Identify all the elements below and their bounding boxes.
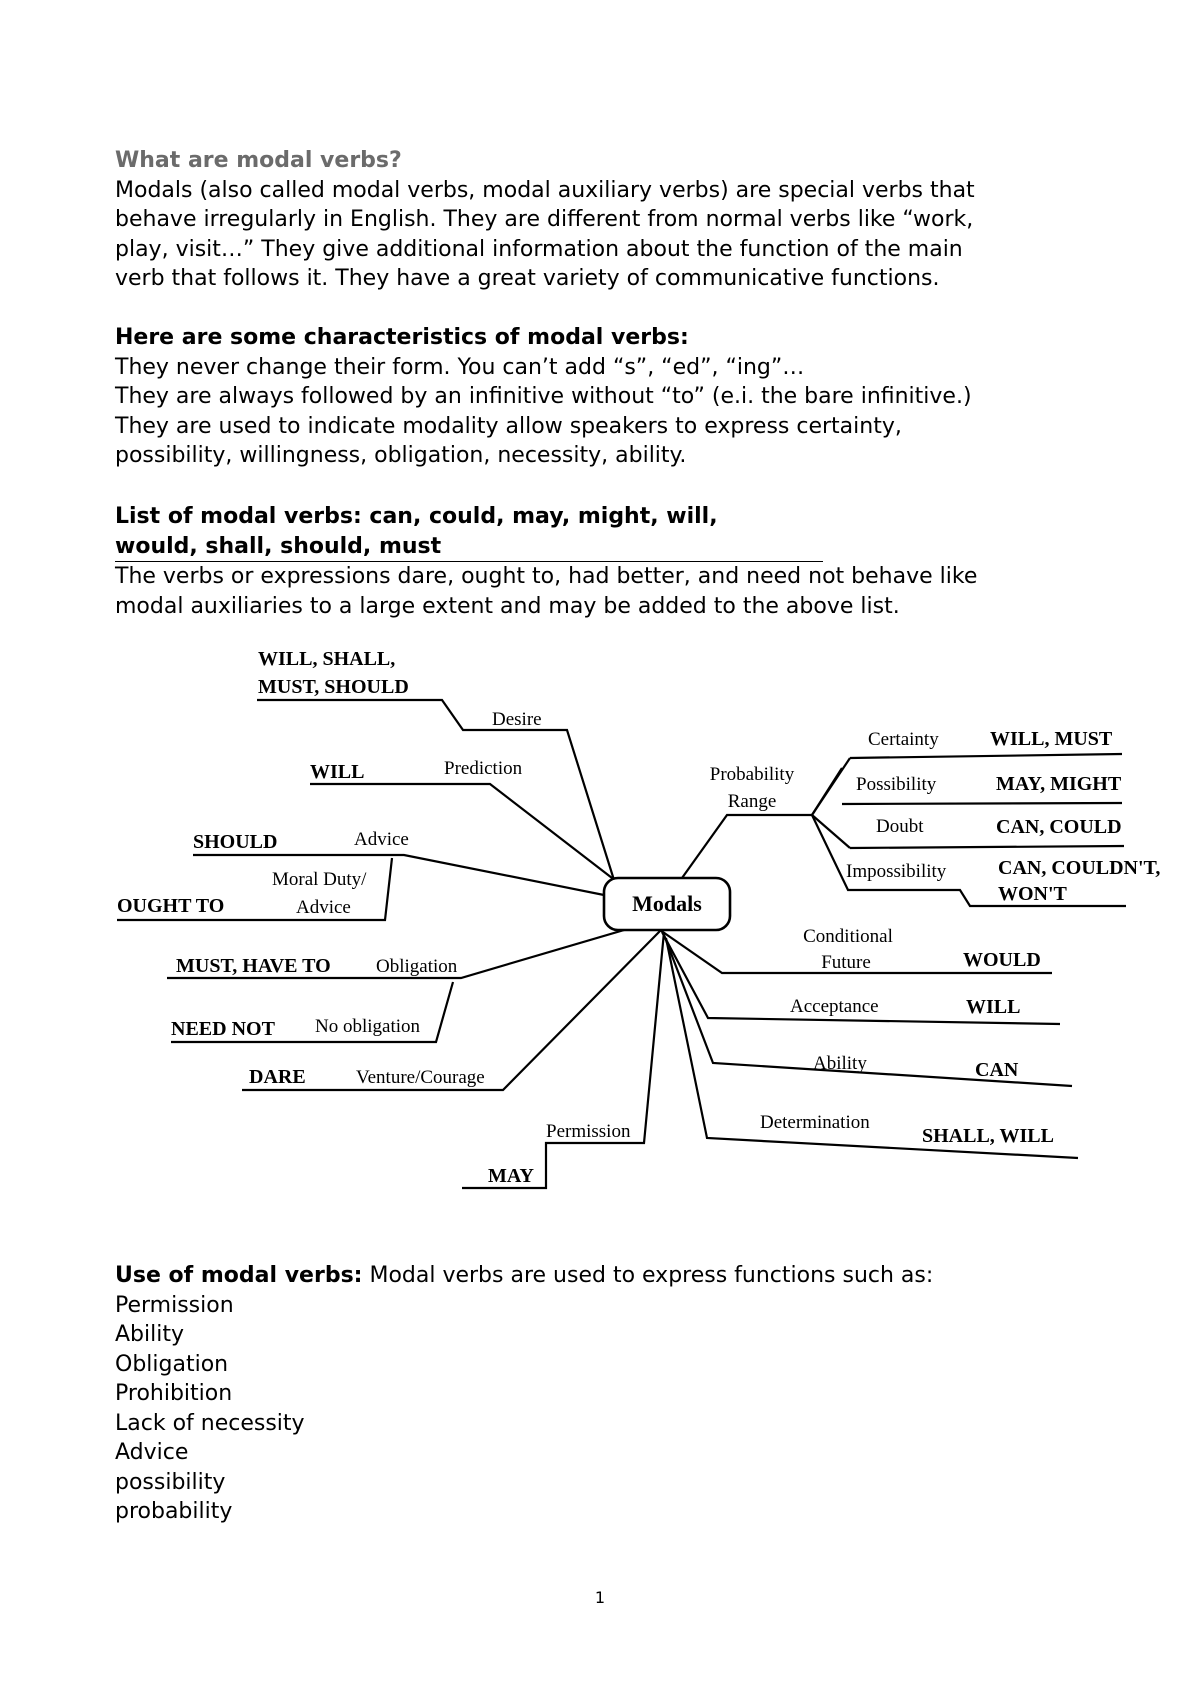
possibility-verbs: MAY, MIGHT <box>996 773 1122 795</box>
obligation-label: Obligation <box>376 956 458 977</box>
intro-line: behave irregularly in English. They are different from normal verbs like “work, <box>115 207 974 232</box>
probability-label-line2: Range <box>727 791 777 812</box>
desire-verbs-line1: WILL, SHALL, <box>258 648 396 670</box>
intro-line: Modals (also called modal verbs, modal auxiliary verbs) are special verbs that <box>115 177 975 203</box>
uses-list-item: probability <box>115 1499 233 1524</box>
characteristics-heading: Here are some characteristics of modal verbs: <box>115 325 689 350</box>
probability-branch-line <box>677 815 812 885</box>
moral-duty-label-line2: Advice <box>296 897 351 918</box>
acceptance-verbs: WILL <box>966 996 1021 1018</box>
intro-line: play, visit…” They give additional information about the function of the main <box>115 236 963 262</box>
uses-section <box>115 1261 1115 1527</box>
uses-list-item: Ability <box>115 1322 184 1347</box>
determination-label: Determination <box>760 1112 870 1133</box>
modal-list-line: modal auxiliaries to a large extent and may be added to the above list. <box>115 593 900 619</box>
uses-list-item: possibility <box>115 1469 226 1495</box>
modals-center-label: Modals <box>632 891 702 916</box>
modal-list-line: The verbs or expressions dare, ought to, had better, and need not behave like <box>115 564 978 589</box>
determination-verbs: SHALL, WILL <box>922 1125 1054 1147</box>
conditional-verbs: WOULD <box>963 949 1041 971</box>
certainty-underline <box>850 754 1122 758</box>
doubt-label: Doubt <box>876 816 924 837</box>
conditional-label-line1: Conditional <box>803 926 893 947</box>
uses-intro: Modal verbs are used to express functions such as: <box>362 1263 934 1288</box>
connector-lines <box>117 700 1126 1188</box>
acceptance-label: Acceptance <box>790 996 879 1017</box>
advice-branch-line <box>193 855 604 895</box>
doubt-line <box>812 815 850 848</box>
impossibility-verbs-line1: CAN, COULDN'T, <box>998 857 1161 879</box>
impossibility-verbs-line2: WON'T <box>998 883 1067 905</box>
no-obligation-label: No obligation <box>315 1016 421 1037</box>
advice-verbs: SHOULD <box>193 831 278 853</box>
desire-branch-line <box>257 700 614 880</box>
uses-list-item: Permission <box>115 1292 234 1318</box>
certainty-label: Certainty <box>868 729 939 750</box>
permission-label: Permission <box>546 1121 631 1142</box>
possibility-underline <box>842 803 1122 804</box>
modal-list-heading-line1: List of modal verbs: can, could, may, might, will, <box>115 504 718 529</box>
doubt-underline <box>850 846 1124 848</box>
moral-duty-verbs: OUGHT TO <box>117 895 225 917</box>
possibility-label: Possibility <box>856 774 937 795</box>
prediction-verbs: WILL <box>310 761 365 783</box>
uses-list-item: Obligation <box>115 1351 229 1377</box>
characteristics-line: They are used to indicate modality allow speakers to express certainty, <box>115 413 902 439</box>
no-obligation-verbs: NEED NOT <box>171 1018 275 1040</box>
conditional-label-line2: Future <box>821 952 871 973</box>
probability-label-line1: Probability <box>709 764 795 785</box>
desire-label: Desire <box>492 709 542 730</box>
characteristics-line: They never change their form. You can’t add “s”, “ed”, “ing”… <box>115 354 805 380</box>
desire-verbs-line2: MUST, SHOULD <box>258 676 409 698</box>
venture-label: Venture/Courage <box>356 1067 485 1088</box>
obligation-verbs: MUST, HAVE TO <box>176 955 331 977</box>
prediction-label: Prediction <box>444 758 523 779</box>
permission-verbs: MAY <box>488 1165 534 1187</box>
permission-branch-line <box>462 932 664 1188</box>
intro-line: verb that follows it. They have a great variety of communicative functions. <box>115 266 940 291</box>
uses-heading: Use of modal verbs: <box>115 1263 363 1288</box>
characteristics-line: They are always followed by an infinitive without “to” (e.i. the bare infinitive.) <box>115 384 972 409</box>
impossibility-label: Impossibility <box>846 861 947 882</box>
ability-verbs: CAN <box>975 1059 1019 1081</box>
uses-list-item: Prohibition <box>115 1381 233 1406</box>
characteristics-line: possibility, willingness, obligation, necessity, ability. <box>115 443 687 468</box>
intro-title: What are modal verbs? <box>115 148 402 173</box>
uses-list-item: Advice <box>115 1440 189 1465</box>
certainty-verbs: WILL, MUST <box>990 728 1113 750</box>
uses-list-item: Lack of necessity <box>115 1410 305 1436</box>
modal-list-heading-text: would, shall, should, must <box>115 533 442 559</box>
ability-label: Ability <box>813 1053 867 1074</box>
advice-label: Advice <box>354 829 409 850</box>
moral-duty-label-line1: Moral Duty/ <box>272 869 367 890</box>
possibility-line <box>812 768 842 815</box>
venture-verbs: DARE <box>249 1066 306 1088</box>
doubt-verbs: CAN, COULD <box>996 816 1122 838</box>
page-number: 1 <box>594 1588 606 1607</box>
